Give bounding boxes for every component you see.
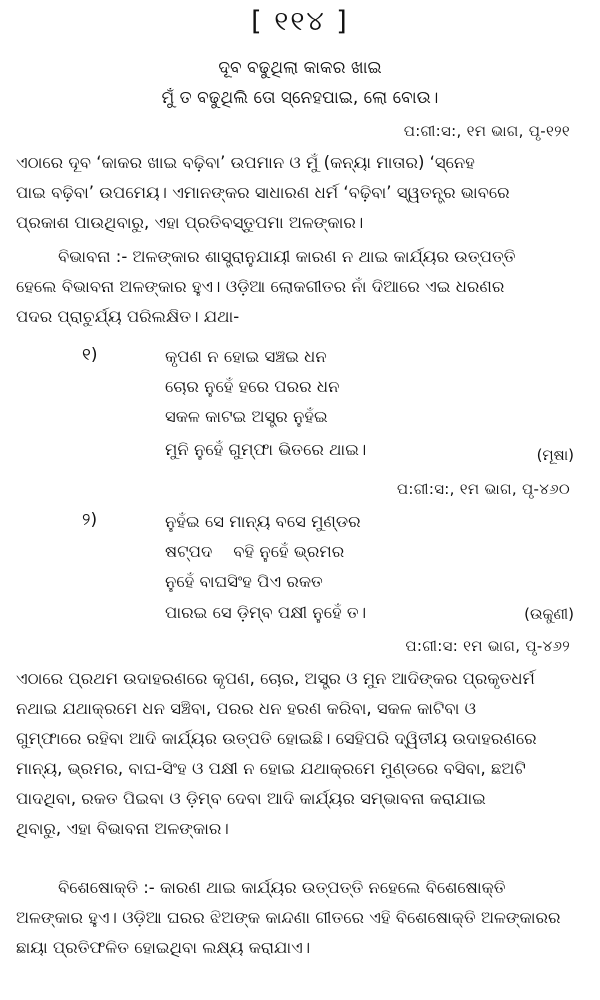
paragraph-line: ଏଠାରେ ପ୍ରଥମ ଉଦାହରଣରେ କୃପଣ, ଚୋର, ଅସ୍ତ୍ର ଓ ମୁନ ଆଦିଙ୍କର ପ୍ରକୃତଧର୍ମ — [16, 669, 535, 688]
example-verse-line: ନୁହେଁ ବାଘସିଂହ ପିଏ ରକତ — [165, 572, 323, 591]
paragraph-line: ପାଇ ବଢ଼ିବା’ ଉପମେୟ। ଏମାନଙ୍କର ସାଧାରଣ ଧର୍ମ ‘ବଢ଼ିବା’ ସ୍ୱତନ୍ତ୍ର ଭାବରେ — [16, 183, 510, 202]
paragraph-line: ନଥାଇ ଯଥାକ୍ରମେ ଧନ ସଞ୍ଚିବା, ପରର ଧନ ହରଣ କରିବା, ସକଳ କାଟିବା ଓ — [16, 699, 476, 718]
example-verse-line: ପାରଇ ସେ ଡ଼ିମ୍ବ ପକ୍ଷୀ ନୁହେଁ ତ। — [165, 603, 367, 622]
page-number: [ ୧୧୪ ] — [251, 6, 349, 37]
example-verse-line: ନୁହଁଇ ସେ ମାନ୍ୟ ବସେ ମୁଣ୍ଡର — [165, 512, 361, 531]
paragraph-line: ବିଶେଷୋକ୍ତି :- କାରଣ ଥାଇ କାର୍ଯ୍ୟର ଉତ୍ପତ୍ତି ନହେଲେ ବିଶେଷୋକ୍ତି — [58, 878, 506, 897]
example-verse-line: ଷଟ୍‌ପଦ ବହି ନୁହେଁ ଭ୍ରମର — [165, 542, 345, 561]
paragraph — [16, 873, 586, 903]
riddle-answer: (ଉକୁଣୀ) — [524, 605, 574, 623]
source-citation: ପ:ଗୀ:ସ: ୧ମ ଭାଗ, ପୃ-୪୬୨ — [405, 637, 570, 655]
paragraph — [16, 148, 586, 238]
riddle-answer: (ମୂଷା) — [536, 446, 574, 464]
example-verse-line: ସକଳ କାଟଇ ଅସ୍ତ୍ର ନୁହଁଇ — [165, 407, 328, 426]
paragraph — [16, 664, 586, 844]
paragraph — [16, 242, 586, 272]
paragraph-line: ପଦର ପ୍ରାଚୁର୍ଯ୍ୟ ପରିଲକ୍ଷିତ। ଯଥା- — [16, 307, 240, 326]
source-citation: ପ:ଗୀ:ସ:, ୧ମ ଭାଗ, ପୃ-୧୨୧ — [403, 122, 570, 140]
source-citation: ପ:ଗୀ:ସ:, ୧ମ ଭାଗ, ପୃ-୪୬୦ — [396, 480, 570, 498]
paragraph — [16, 903, 586, 963]
paragraph-line: ଗୁମ୍ଫାରେ ରହିବା ଆଦି କାର୍ଯ୍ୟର ଉତ୍ପତି ହୋଇଛି। ସେହିପରି ଦ୍ୱିତୀୟ ଉଦାହରଣରେ — [16, 729, 537, 748]
example-verse-line: ମୁନି ନୁହେଁ ଗୁମ୍ଫା ଭିତରେ ଥାଇ। — [165, 440, 367, 459]
paragraph-line: ପାଦଥିବା, ରକତ ପିଇବା ଓ ଡ଼ିମ୍ବ ଦେବା ଆଦି କାର୍ଯ୍ୟର ସମ୍ଭାବନା କରାଯାଇ — [16, 789, 486, 808]
paragraph-line: ପ୍ରକାଶ ପାଉଥିବାରୁ, ଏହା ପ୍ରତିବସ୍ତୁପମା ଅଳଙ୍କାର। — [16, 213, 364, 232]
paragraph — [16, 272, 586, 332]
example-number: ୨) — [82, 510, 98, 530]
example-number: ୧) — [82, 345, 98, 365]
verse-line: ଦୂବ ବଢୁଥିଲା କାକର ଖାଇ — [218, 58, 382, 78]
paragraph-line: ମାନ୍ୟ, ଭ୍ରମର, ବାଘ-ସିଂହ ଓ ପକ୍ଷୀ ନ ହୋଇ ଯଥାକ୍ରମେ ମୁଣ୍ଡରେ ବସିବା, ଛଅଟି — [16, 759, 526, 778]
paragraph-line: ଅଳଙ୍କାର ହୁଏ। ଓଡ଼ିଆ ଘରର ଝିଅଙ୍କ କାନ୍ଦଣା ଗୀତରେ ଏହି ବିଶେଷୋକ୍ତି ଅଳଙ୍କାରର — [16, 908, 561, 927]
paragraph-line: ବିଭାବନା :- ଅଳଙ୍କାର ଶାସ୍ତ୍ରାନୁଯାୟୀ କାରଣ ନ ଥାଇ କାର୍ଯ୍ୟର ଉତ୍ପତ୍ତି — [58, 247, 516, 266]
paragraph-line: ହେଲେ ବିଭାବନା ଅଳଙ୍କାର ହୁଏ। ଓଡ଼ିଆ ଲୋକଗୀତର ନାଁ ଦିଆରେ ଏଇ ଧରଣର — [16, 277, 505, 296]
example-verse-line: କୃପଣ ନ ହୋଇ ସଞ୍ଚଇ ଧନ — [165, 347, 327, 366]
paragraph-line: ଛାୟା ପ୍ରତିଫଳିତ ହୋଇଥିବା ଲକ୍ଷ୍ୟ କରାଯାଏ। — [16, 938, 311, 957]
paragraph-line: ଥିବାରୁ, ଏହା ବିଭାବନା ଅଳଙ୍କାର। — [16, 819, 229, 838]
paragraph-line: ଏଠାରେ ଦୂବ ‘କାକର ଖାଇ ବଢ଼ିବା’ ଉପମାନ ଓ ମୁଁ (କନ୍ୟା ମାତାର) ‘ସ୍ନେହ — [16, 153, 475, 172]
example-verse-line: ଚୋର ନୁହେଁ ହରେ ପରର ଧନ — [165, 377, 340, 396]
verse-line: ମୁଁ ତ ବଢୁଥିଲି ତୋ ସ୍ନେହପାଇ, ଲୋ ବୋଉ। — [161, 88, 439, 108]
